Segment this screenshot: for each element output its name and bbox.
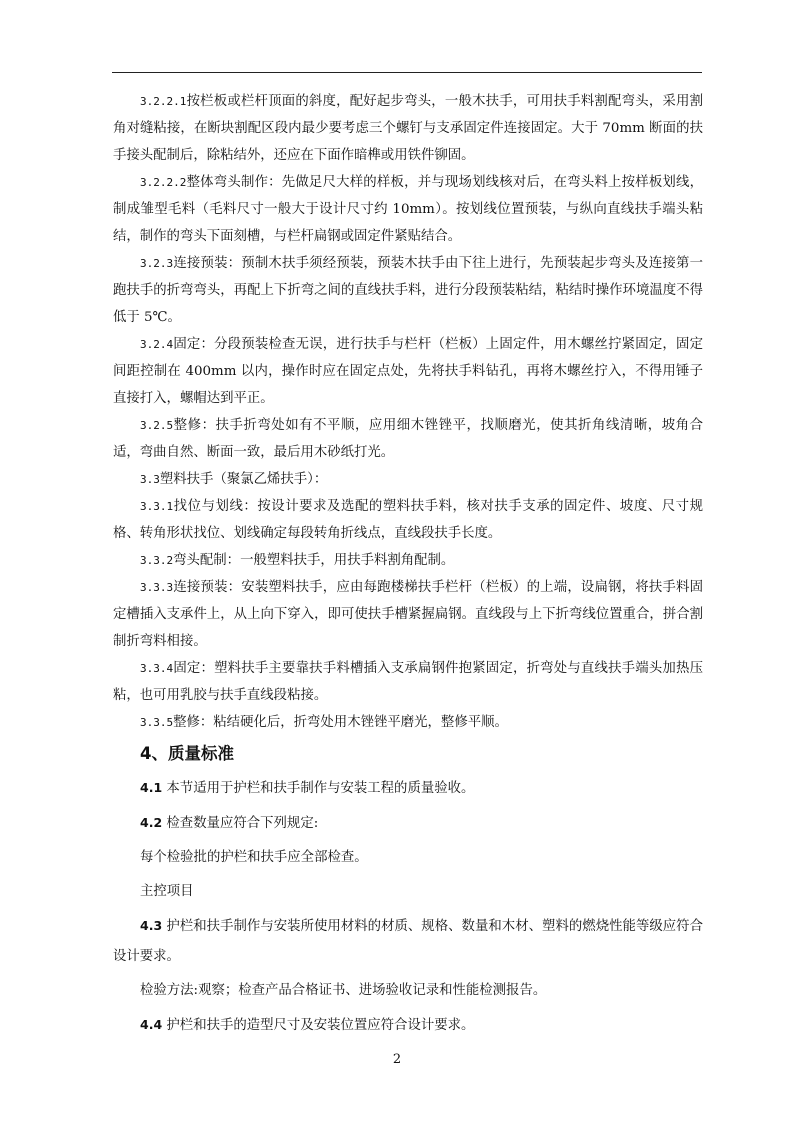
paragraph-3-3: 3.3塑料扶手（聚氯乙烯扶手）：	[140, 472, 328, 487]
paragraph-3-3-3: 3.3.3连接预装：安装塑料扶手，应由每跑楼梯扶手栏杆（栏板）的上端，设扁钢，将扶手料固定槽插入支承件上，从上向下穿入，即可使扶手槽紧握扁钢。直线段与上下折弯线位置重合，拼合割制折弯料相接。	[113, 580, 703, 649]
paragraph-inspection-method: 检验方法:观察；检查产品合格证书、进场验收记录和性能检测报告。	[140, 983, 547, 998]
paragraph-3-2-4: 3.2.4固定：分段预装检查无误，进行扶手与栏杆（栏板）上固定件，用木螺丝拧紧固定，固定间距控制在 400mm 以内，操作时应在固定点处，先将扶手料钻孔，再将木螺丝拧入，不得用锤子直接打入，螺帽达到平正。	[113, 337, 703, 406]
section-heading: 4、质量标准	[140, 744, 234, 763]
header-rule	[112, 72, 702, 73]
paragraph-inspection-scope: 每个检验批的护栏和扶手应全部检查。	[140, 850, 368, 865]
paragraph-4-4: 4.4 护栏和扶手的造型尺寸及安装位置应符合设计要求。	[140, 1017, 475, 1033]
page-number: 2	[392, 1052, 402, 1067]
paragraph-3-3-5: 3.3.5整修：粘结硬化后，折弯处用木锉锉平磨光，整修平顺。	[140, 715, 508, 730]
paragraph-3-2-5: 3.2.5整修：扶手折弯处如有不平顺，应用细木锉锉平，找顺磨光，使其折角线清晰，坡角合适，弯曲自然、断面一致，最后用木砂纸打光。	[113, 418, 703, 460]
paragraph-4-3: 4.3 护栏和扶手制作与安装所使用材料的材质、规格、数量和木材、塑料的燃烧性能等级应符合设计要求。	[113, 918, 703, 964]
paragraph-3-2-2-1: 3.2.2.1按栏板或栏杆顶面的斜度，配好起步弯头，一般木扶手，可用扶手料割配弯头，采用割角对缝粘接，在断块割配区段内最少要考虑三个螺钉与支承固定件连接固定。大于 70mm 断面的扶手接头配制后，除粘结外，还应在下面作暗榫或用铁件铆固。	[113, 94, 703, 163]
paragraph-3-2-2-2: 3.2.2.2整体弯头制作：先做足尺大样的样板，并与现场划线核对后，在弯头料上按样板划线，制成雏型毛料（毛料尺寸一般大于设计尺寸约 10mm）。按划线位置预装，与纵向直线扶手端头粘结，制作的弯头下面刻槽，与栏杆扁钢或固定件紧贴结合。	[113, 175, 703, 244]
paragraph-3-3-4: 3.3.4固定：塑料扶手主要靠扶手料槽插入支承扁钢件抱紧固定，折弯处与直线扶手端头加热压粘，也可用乳胶与扶手直线段粘接。	[113, 661, 703, 703]
page-body	[113, 88, 703, 1041]
paragraph-3-3-2: 3.3.2弯头配制：一般塑料扶手，用扶手料割角配制。	[140, 553, 455, 568]
paragraph-3-3-1: 3.3.1找位与划线：按设计要求及选配的塑料扶手料，核对扶手支承的固定件、坡度、尺寸规格、转角形状找位、划线确定每段转角折线点，直线段扶手长度。	[113, 499, 703, 541]
paragraph-4-1: 4.1 本节适用于护栏和扶手制作与安装工程的质量验收。	[140, 780, 475, 796]
paragraph-4-2: 4.2 检查数量应符合下列规定:	[140, 815, 319, 831]
paragraph-main-items: 主控项目	[140, 884, 194, 899]
paragraph-3-2-3: 3.2.3连接预装：预制木扶手须经预装，预装木扶手由下往上进行，先预装起步弯头及连接第一跑扶手的折弯弯头，再配上下折弯之间的直线扶手料，进行分段预装粘结，粘结时操作环境温度不得低于 5℃。	[113, 256, 703, 325]
